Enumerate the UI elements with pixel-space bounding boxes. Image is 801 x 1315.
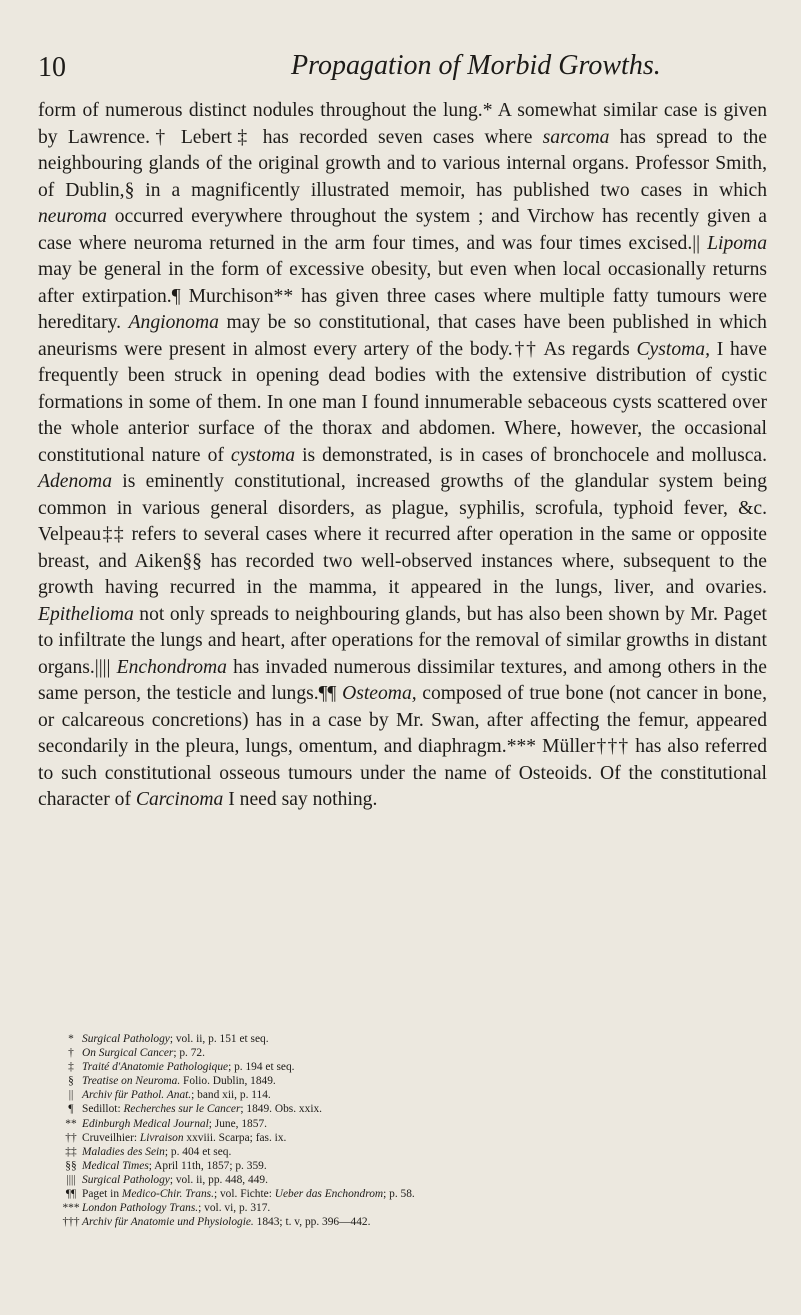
text-run: has invaded numerous dissimilar textures, and among others in the same person, the testicle and lungs.¶¶ [38,656,767,704]
citation-text: 1843; t. v, pp. 396—442. [253,1216,371,1229]
citation-title: Treatise on Neuroma. [82,1075,181,1088]
citation-text: ; p. 72. [173,1047,205,1060]
italic-term: Adenoma [38,471,113,492]
footnote-mark: § [68,1075,74,1088]
footnote-mark: ‡‡ [65,1145,77,1158]
footnote [60,1117,770,1131]
citation-title: Surgical Pathology [82,1033,170,1045]
footnote [60,1060,770,1074]
citation-title: Traité d'Anatomie Pathologique [82,1061,229,1074]
footnote [60,1131,770,1145]
italic-term: Osteoma, [342,683,417,704]
text-run: not only spreads to neighbouring glands, but has also been shown by Mr. Paget to infiltrate the lungs and heart, after operations for the removal of similar growths in distant organs.|||| [38,603,767,678]
citation-text: ; band xii, p. 114. [191,1089,271,1102]
text-run: occurred everywhere throughout the system ; and Virchow has recently given a case where neuroma returned in the arm four times, and was four times excised.|| [38,206,767,254]
citation-text: ; p. 404 et seq. [164,1145,232,1158]
footnote [60,1088,770,1102]
citation-title: Medical Times [82,1159,149,1172]
footnote-mark: ‡ [68,1061,74,1074]
citation-text: ; p. 194 et seq. [228,1061,295,1074]
citation-title: London Pathology Trans. [82,1202,199,1215]
citation-text: Paget in [82,1188,122,1201]
body-paragraph [38,98,767,814]
text-run: has spread to the neighbouring glands of the original growth and to various internal organs. Professor Smith, of Dublin,§ in a magnificently illustrated memoir, has published two cases in which [38,126,767,201]
footnote-mark: ** [65,1117,77,1130]
footnote [60,1145,770,1159]
text-run: I have frequently been struck in opening dead bodies with the extensive distribution of cystic formations in some of them. In one man I found innumerable sebaceous cysts scattered over the whole anterior surface of the thorax and abdomen. Where, however, the occasional constitutional nature of [38,338,767,466]
citation-text: ; p. 58. [383,1188,415,1201]
footnote-mark: || [68,1089,74,1102]
footnote-mark: * [68,1033,74,1045]
italic-term: Enchondroma [116,656,227,678]
text-run: may be so constitutional, that cases have been published in which aneurisms were present in almost every artery of the body.†† As regards [38,312,767,360]
footnote-mark: ¶ [68,1103,74,1116]
citation-text: ; June, 1857. [208,1117,267,1130]
italic-term: neuroma [38,206,107,227]
footnote [60,1201,770,1215]
footnote [60,1215,770,1229]
text-run: may be general in the form of excessive obesity, but even when local occasionally returns after extirpation.¶ Murchison** has given three cases where multiple fatty tumours were hereditary. [38,259,767,333]
running-title: Propagation of Morbid Growths. [291,50,661,81]
text-run: is demonstrated, is in cases of bronchocele and mollusca. [295,444,768,466]
footnote [60,1102,770,1116]
citation-text: ; vol. ii, pp. 448, 449. [169,1173,268,1186]
footnote-mark: §§ [65,1159,77,1172]
footnotes [60,1032,770,1229]
citation-text: ; 1849. Obs. xxix. [240,1103,323,1116]
citation-title: Livraison [139,1131,184,1144]
footnote [60,1173,770,1187]
citation-title: Archiv für Anatomie und Physiologie. [82,1216,254,1229]
footnote-mark: |||| [66,1173,76,1186]
footnote [60,1159,770,1173]
citation-text: ; vol. Fichte: [213,1188,275,1201]
citation-title: Ueber das Enchondrom [274,1188,384,1201]
citation-title: Maladies des Sein [82,1145,165,1158]
citation-text: ; April 11th, 1857; p. 359. [148,1159,267,1172]
citation-title: On Surgical Cancer [82,1047,174,1060]
italic-term: Lipoma [707,232,767,254]
page-header [36,50,766,86]
footnote [60,1074,770,1088]
citation-title: Medico-Chir. Trans. [121,1188,214,1201]
italic-term: Cystoma, [636,338,710,360]
footnote-mark: † [68,1047,74,1060]
footnote-mark: ¶¶ [65,1188,77,1201]
footnote [60,1046,770,1060]
footnote-mark: †† [65,1131,77,1144]
italic-term: Carcinoma [135,789,224,810]
text-run: is eminently constitutional, increased growths of the glandular system being common in various general disorders, as plague, syphilis, scrofula, typhoid fever, &c. Velpeau‡‡ refers to several cases where it recurred after operation in the same or opposite breast, and Aiken§§ has recorded two well-observed instances where, subsequent to the growth having recurred in the mamma, it appeared in the lungs, liver, and ovaries. [38,471,767,598]
footnote [60,1187,770,1201]
citation-text: Sedillot: [82,1103,124,1116]
citation-text: ; vol. vi, p. 317. [198,1202,271,1215]
citation-title: Surgical Pathology [82,1173,170,1186]
citation-text: xxviii. Scarpa; fas. ix. [183,1131,287,1144]
citation-title: Recherches sur le Cancer [123,1103,241,1116]
citation-text: ; vol. ii, p. 151 et seq. [169,1033,269,1045]
citation-title: Archiv für Pathol. Anat. [82,1089,192,1102]
italic-term: cystoma [230,444,296,466]
footnote-mark: *** [62,1202,80,1215]
citation-text: Folio. Dublin, 1849. [180,1075,276,1088]
footnote-mark: ††† [62,1216,80,1229]
text-run: I need say nothing. [223,789,378,810]
text-run: composed of true bone (not cancer in bone, or calcareous concretions) has in a case by Mr. Swan, after affecting the femur, appeared secondarily in the pleura, lungs, omentum, and diaphragm.*** Müller††† has also referred to such constitutional osseous tumours under the name of Osteoids. Of the constitutional character of [38,683,767,810]
citation-title: Edinburgh Medical Journal [82,1117,209,1130]
citation-text: Cruveilhier: [82,1131,140,1144]
body-text [38,98,767,814]
italic-term: sarcoma [542,126,610,148]
footnote [60,1032,770,1046]
text-run: form of numerous distinct nodules throughout the lung.* A somewhat similar case is given by Lawrence.† Lebert‡ has recorded seven cases where [38,100,767,148]
italic-term: Epithelioma [38,603,134,625]
page-number: 10 [38,52,66,83]
italic-term: Angionoma [128,312,219,333]
